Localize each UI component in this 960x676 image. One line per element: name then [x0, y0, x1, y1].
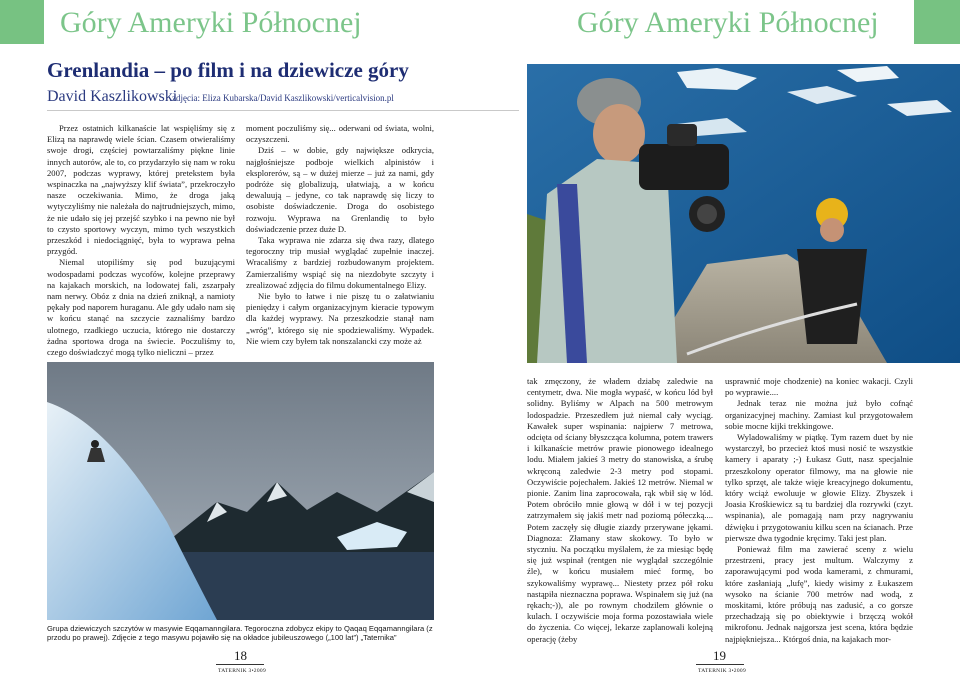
paragraph: Przez ostatnich kilkanaście lat wspięliśmy się z Elizą na naprawdę wiele ścian. Czasem otwieraliśmy swoje drogi, częściej powtarzaliśmy piękne linie innych autorów, ale to, co przydarzyło się nam w roku 2007, podczas wyprawy, której pretekstem była wspinaczka na „najwyższy klif świata”, przekroczyło nasze oczekiwania. Mimo, że droga jaką wytyczyliśmy nie należała do najtrudniejszych, mimo, że nie udało się jej przejść szybko i na pewno nie był to czysto sportowy wyczyn, mimo tych wszystkich przeszkód i niedociągnięć, była to wyprawa pełna przygód.: [47, 123, 235, 257]
left-page-number: 18: [234, 648, 247, 663]
right-magazine-name: TATERNIK 3•2009: [698, 668, 746, 674]
paragraph: Niemal utopiliśmy się pod buzującymi wodospadami podczas wycofów, kolejne przeprawy na kajakach morskich, na lodowatej fali, zszarpały nam nerwy. Obóz z dnia na dzień zniknął, a namioty pękały pod naporem huraganu. Ale gdy udało nam się w końcu stanąć na szczycie zaznaliśmy bardzo ulotnego, rzadkiego uczucia, którego nie dostarczy żadna sportowa droga na świecie. Poczuliśmy to, czego doświadczyć mogą tylko nieliczni – przez: [47, 257, 235, 358]
paragraph: Ponieważ film ma zawierać sceny z wielu przestrzeni, pracy jest multum. Walczymy z zaporawującymi pod woda kamerami, z chmurami, które zasłaniają „lufę”, kiedy wisimy z Łukaszem wysoko na ścianie 700 metrów nad wodą, z moskitami, które próbują nas zadusić, a co gorsze przechadzają się po obiektywie i brzęczą wokół mikrofonu. Jednak najgorsza jest scena, która będzie najpiękniejsza... Którgoś dnia, na kajakach mor-: [725, 544, 913, 644]
right-header-tab: [914, 0, 960, 44]
text-column-1: [47, 123, 235, 358]
left-magazine-name: TATERNIK 3•2009: [218, 668, 266, 674]
paragraph: Taka wyprawa nie zdarza się dwa razy, dlatego tegoroczny trip musiał wyglądać zupełnie inaczej. Wracaliśmy z bardziej rozbudowanym projektem. Zamierzaliśmy wspiąć się na niezdobyte szczyty i zrealizować zdjęcia do filmu dokumentalnego Elizy.: [246, 235, 434, 290]
text-column-4: [725, 376, 913, 645]
film-crew-image: [527, 64, 960, 363]
paragraph: tak zmęczony, że władem dziabę zaledwie na centymetr, dwa. Nie mogła wypaść, w końcu lód był solidny. Byliśmy w Alpach na 500 metrowym lodospadzie. Przeszedłem już niemal cały wyciąg. Kawałek super wspinania: najpierw 7 metrowa, odcięta od ściany błyszcząca kolumna, potem trawers i kilkanaście metrów prawie pionowego idealnego lodu. Miałem jakieś 3 metry do stanowiska, a śrubę wkręconą zaledwie 2-3 metry pod stopami. Oczywiście pojechałem. Jakieś 12 metrów. Niemal w pionie. Zanim lina zaprocowała, rąk wbił się w lód. Potem obróciło mnie głową w dół i w tej pozycji zatrzymałem się jakiś metr nad poziomą półeczką.... Potem zaczęły się długie ziazdy przerywane jękami. Diagnoza: Złamany staw skokowy. To było w styczniu. Na początku myślałem, że za miesiąc będę się już wspinał (rentgen nie wyglądał szczególnie źle), w końcu musiałem mieć formę, bo szykowaliśmy wyprawę... Niestety przez pół roku nastąpiła nieznaczna poprawa. Wspinałem się już (na rękach;-)), ale po rownym chodzilem głównie o kulach. I oczywiście moja forma pozostawiała wiele do życzenia. Co więcej, lekarze zaplanowali kolejną operację (żeby: [527, 376, 713, 644]
paragraph: moment poczuliśmy się... oderwani od świata, wolni, oczyszczeni.: [246, 123, 434, 145]
photo-caption: Grupa dziewiczych szczytów w masywie Eqqamanngilara. Tegoroczna zdobycz ekipy to Qaqaq Eqqamanngilara (z przodu po prawej). Zdjęcie z tego masywu pojawiło się na okładce jubileuszowego („100 lat”) „Taternika”: [47, 624, 433, 643]
iceberg-climber-image: [47, 362, 434, 620]
article-author: David Kaszlikowski: [47, 88, 178, 105]
photo-credits: zdjęcia: Eliza Kubarska/David Kaszlikowski/verticalvision.pl: [172, 93, 394, 103]
paragraph: usprawnić moje chodzenie) na koniec wakacji. Czyli po wyprawie....: [725, 376, 913, 398]
left-footer-rule: [216, 664, 264, 665]
paragraph: Wyladowaliśmy w piątkę. Tym razem duet by nie wystarczył, bo przecież ktoś musi nosić te wszystkie kamery i aparaty ;-) Łukasz Gutt, nasz specjalnie przeszkolony operator filmowy, ma na głowie nie tylko sprzęt, ale także więje kreacyjnego dokumentu, który wciąż ewoluuje w głowie Elizy. Zbyszek i Joasia Krośkiewicz są tu bardziej dla rozrywki (czyt. wspinania), ale pomagają nam przy nagrywaniu dźwięku i przygotowaniu kilku scen na ścianach. Prze pierwsze dwa tygodnie kręcimy. Taki jest plan.: [725, 432, 913, 543]
left-running-head: Góry Ameryki Północnej: [60, 6, 362, 39]
iceberg-climber-photo: [47, 362, 434, 620]
paragraph: Nie było to łatwe i nie piszę tu o załatwianiu pieniędzy i całym organizacyjnym kieracie typowym dla każdej wyprawy. Na przeszkodzie stanął nam „wróg”, którego się nie spodziewaliśmy. Wypadek. Nie wiem czy byłem tak nonszalancki czy może aż: [246, 291, 434, 346]
left-header-tab: [0, 0, 44, 44]
right-footer-rule: [696, 664, 744, 665]
right-page-number: 19: [713, 648, 726, 663]
paragraph: Dziś – w dobie, gdy największe odkrycia, najgłośniejsze podboje wielkich alpinistów i eksplorerów, są – w dużej mierze – już za nami, gdy podróże się globalizują, ułatwiają, a w końcu dewaluują – jedyne, co tak naprawdę się liczy to osobiste doświadczenie. Droga do osobistego rozwoju. Wyprawa na Grenlandię to było doświadczenie przez duże D.: [246, 145, 434, 234]
article-title: Grenlandia – po film i na dziewicze góry: [47, 58, 409, 82]
text-column-2: [246, 123, 434, 347]
film-crew-photo: [527, 64, 960, 363]
right-running-head: Góry Ameryki Północnej: [577, 6, 879, 39]
title-divider: [47, 110, 519, 111]
paragraph: Jednak teraz nie można już było cofnąć organizacyjnej machiny. Zamiast kul przygotowałem sobie mocne kijki trekkingowe.: [725, 398, 913, 431]
text-column-3: [527, 376, 713, 645]
